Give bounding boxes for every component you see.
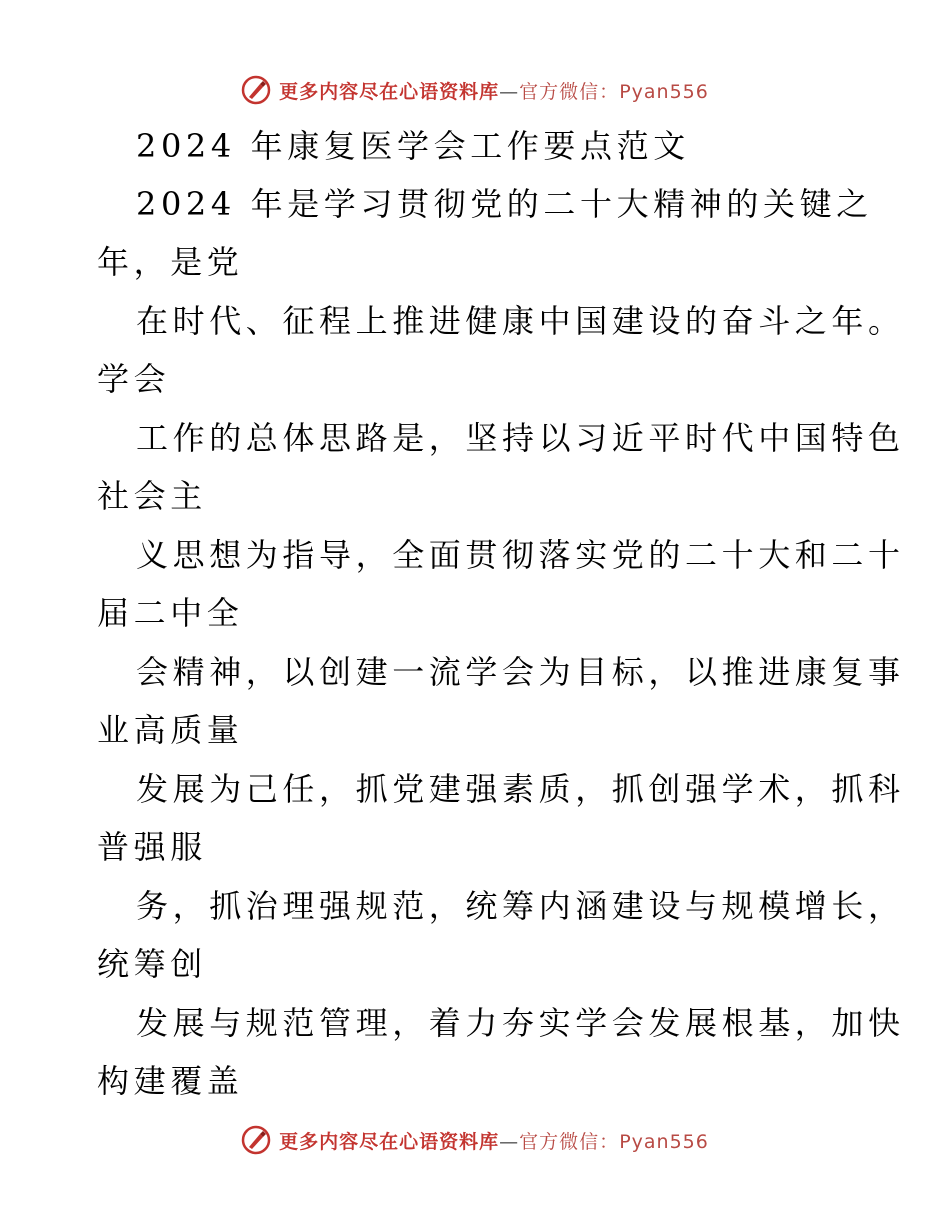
paragraph-line: 构建覆盖	[97, 1062, 244, 1100]
watermark-official-label: 官方微信：	[519, 80, 620, 103]
paragraph-line: 普强服	[97, 828, 207, 866]
watermark-wechat-id: Pyan556	[619, 1130, 709, 1153]
paragraph-line: 发展为己任，抓党建强素质，抓创强学术，抓科	[136, 770, 905, 808]
document-title: 2024 年康复医学会工作要点范文	[136, 127, 690, 165]
paragraph-line: 届二中全	[97, 594, 244, 632]
paragraph-line: 务，抓治理强规范，统筹内涵建设与规模增长，	[136, 887, 905, 925]
watermark-main-text: 更多内容尽在心语资料库	[279, 1130, 500, 1153]
paragraph-line: 社会主	[97, 477, 207, 515]
watermark-separator: —	[499, 80, 520, 103]
paragraph-line: 学会	[97, 360, 171, 398]
paragraph-line: 义思想为指导，全面贯彻落实党的二十大和二十	[136, 536, 905, 574]
paragraph-line: 2024 年是学习贯彻党的二十大精神的关键之	[136, 185, 873, 223]
paragraph-line: 发展与规范管理，着力夯实学会发展根基，加快	[136, 1004, 905, 1042]
watermark-official-label: 官方微信：	[519, 1130, 620, 1153]
watermark-wechat-id: Pyan556	[619, 80, 709, 103]
paragraph-line: 在时代、征程上推进健康中国建设的奋斗之年。	[136, 302, 905, 340]
watermark-separator: —	[499, 1130, 520, 1153]
footer-watermark	[0, 1120, 950, 1160]
paragraph-line: 会精神，以创建一流学会为目标，以推进康复事	[136, 653, 905, 691]
paragraph-line: 统筹创	[97, 945, 207, 983]
watermark-main-text: 更多内容尽在心语资料库	[279, 80, 500, 103]
paragraph-line: 工作的总体思路是，坚持以习近平时代中国特色	[136, 419, 905, 457]
paragraph-line: 业高质量	[97, 711, 244, 749]
paragraph-line: 年，是党	[97, 243, 244, 281]
pen-logo-icon	[241, 1125, 271, 1155]
